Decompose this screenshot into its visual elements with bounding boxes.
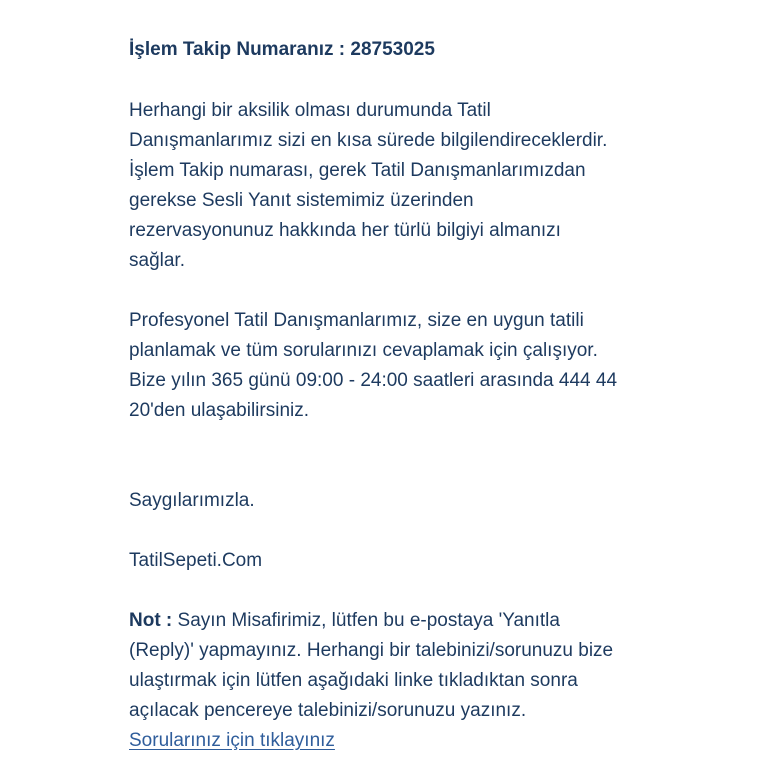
- info-paragraph-line: sağlar.: [129, 250, 185, 271]
- closing-greeting: Saygılarımızla.: [129, 490, 255, 511]
- note-paragraph: [129, 606, 613, 756]
- tracking-number: İşlem Takip Numaranız : 28753025: [129, 39, 435, 60]
- note-line: açılacak pencereye talebinizi/sorunuzu yazınız.: [129, 700, 527, 721]
- note-first-line-text: Sayın Misafirimiz, lütfen bu e-postaya 'Yanıtla: [172, 610, 560, 631]
- note-label: Not :: [129, 610, 173, 631]
- info-paragraph: [129, 96, 607, 276]
- questions-link[interactable]: Sorularınız için tıklayınız: [129, 730, 335, 751]
- info-paragraph-line: Herhangi bir aksilik olması durumunda Tatil: [129, 100, 491, 121]
- note-first-line: [129, 606, 613, 636]
- info-paragraph-line: rezervasyonunuz hakkında her türlü bilgiyi almanızı: [129, 220, 561, 241]
- contact-paragraph-line: Profesyonel Tatil Danışmanlarımız, size en uygun tatili: [129, 310, 584, 331]
- info-paragraph-line: İşlem Takip numarası, gerek Tatil Danışmanlarımızdan: [129, 160, 586, 181]
- contact-paragraph-line: 20'den ulaşabilirsiniz.: [129, 400, 310, 421]
- contact-paragraph-line: planlamak ve tüm sorularınızı cevaplamak için çalışıyor.: [129, 340, 598, 361]
- note-line: ulaştırmak için lütfen aşağıdaki linke tıkladıktan sonra: [129, 670, 578, 691]
- contact-paragraph-line: Bize yılın 365 günü 09:00 - 24:00 saatleri arasında 444 44: [129, 370, 618, 391]
- signature: TatilSepeti.Com: [129, 550, 263, 571]
- info-paragraph-line: gerekse Sesli Yanıt sistemimiz üzerinden: [129, 190, 474, 211]
- contact-paragraph: [129, 306, 617, 426]
- info-paragraph-line: Danışmanlarımız sizi en kısa sürede bilgilendireceklerdir.: [129, 130, 608, 151]
- note-line: (Reply)' yapmayınız. Herhangi bir talebinizi/sorunuzu bize: [129, 640, 614, 661]
